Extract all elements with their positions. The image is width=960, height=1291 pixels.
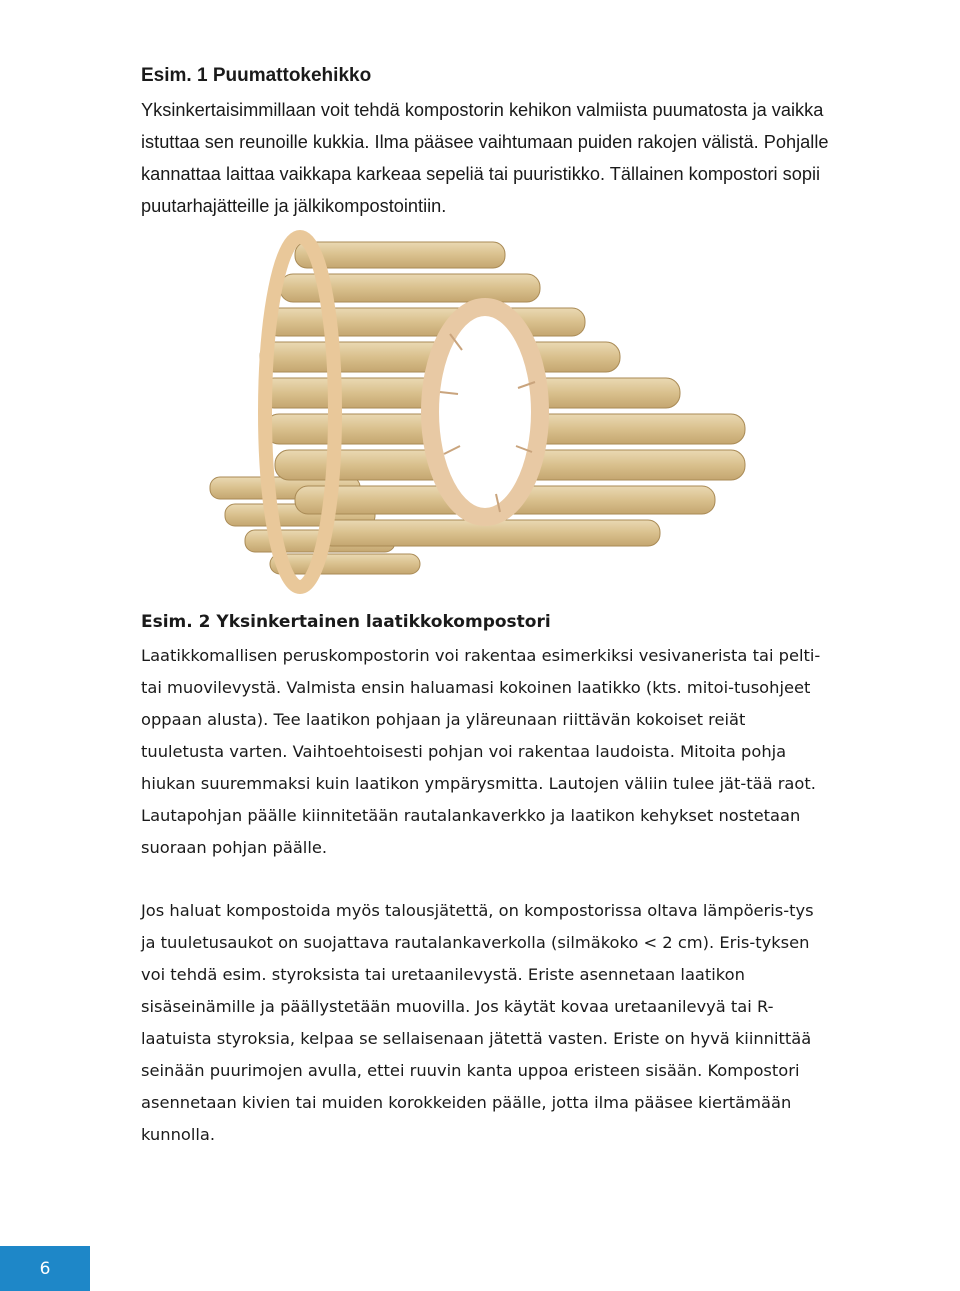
section-insulation xyxy=(141,895,831,1151)
paragraph-example-2: Laatikkomallisen peruskompostorin voi rakentaa esimerkiksi vesivanerista tai pelti- tai muovilevystä. Valmista ensin haluamasi kokoinen laatikko (kts. mitoi-tusohjeet oppaan alusta). Tee laatikon pohjaan ja yläreunaan riittävän kokoiset reiät tuuletusta varten. Vaihtoehtoisesti pohjan voi rakentaa laudoista. Mitoita pohja hiukan suuremmaksi kuin laatikon ympärysmitta. Lautojen väliin tulee jät-tää raot. Lautapohjan päälle kiinnitetään rautalankaverkko ja laatikon kehykset nostetaan suoraan pohjan päälle. xyxy=(141,646,821,857)
paragraph-example-1: Yksinkertaisimmillaan voit tehdä kompostorin kehikon valmiista puumatosta ja vaikka istuttaa sen reunoille kukkia. Ilma pääsee vaihtumaan puiden rakojen välistä. Pohjalle kannattaa laittaa vaikkapa karkeaa sepeliä tai puuristikko. Tällainen kompostori sopii puutarhajätteille ja jälkikompostointiin. xyxy=(141,100,829,216)
heading-example-1: Esim. 1 Puumattokehikko xyxy=(141,65,372,86)
heading-example-2: Esim. 2 Yksinkertainen laatikkokompostori xyxy=(141,612,551,632)
wooden-slat-roll-image xyxy=(200,222,760,602)
section-example-2 xyxy=(141,606,831,864)
page-number-tab xyxy=(0,1246,90,1291)
page-number: 6 xyxy=(39,1258,51,1279)
paragraph-insulation: Jos haluat kompostoida myös talousjätettä, on kompostorissa oltava lämpöeris-tys ja tuuletusaukot on suojattava rautalankaverkolla (silmäkoko < 2 cm). Eris-tyksen voi tehdä esim. styroksista tai uretaanilevystä. Eriste asennetaan laatikon sisäseinämille ja päällystetään muovilla. Jos käytät kovaa uretaanilevyä tai R-laatuista styroksia, kelpaa se sellaisenaan jätettä vasten. Eriste on hyvä kiinnittää seinään puurimojen avulla, ettei ruuvin kanta uppoa eristeen sisään. Kompostori asennetaan kivien tai muiden korokkeiden päälle, jotta ilma pääsee kiertämään kunnolla. xyxy=(141,901,814,1144)
section-example-1 xyxy=(141,62,841,222)
